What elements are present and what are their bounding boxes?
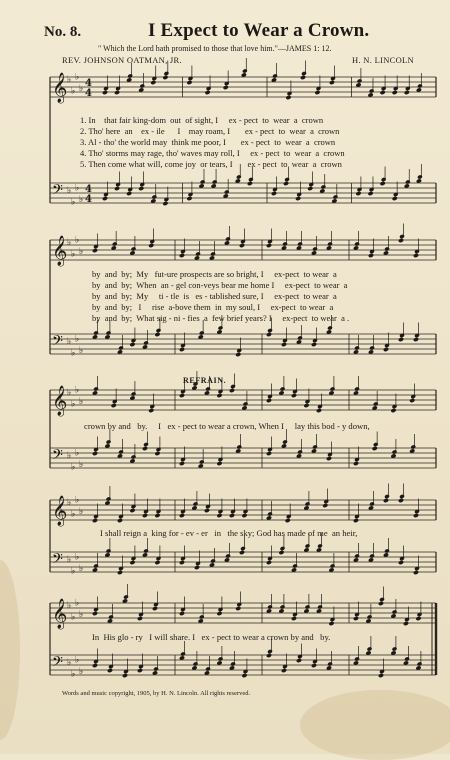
note-head xyxy=(162,75,168,80)
note-head xyxy=(195,251,201,256)
note-head xyxy=(266,398,272,403)
note-head xyxy=(216,513,222,518)
refrain-line: In His glo - ry I will share. I ex - pect to wear a crown by and by. xyxy=(92,632,331,642)
note-head xyxy=(210,251,216,256)
note-head xyxy=(240,546,246,551)
note-head xyxy=(280,386,286,391)
note-head xyxy=(148,243,154,248)
flat-sign: ♭ xyxy=(67,451,72,461)
flat-sign: ♭ xyxy=(67,658,72,668)
flat-sign: ♭ xyxy=(75,495,80,506)
note-head xyxy=(143,548,149,553)
note-head xyxy=(93,386,99,391)
time-signature: 4 xyxy=(85,88,92,99)
note-head xyxy=(327,325,333,330)
note-head xyxy=(410,444,416,449)
note-head xyxy=(137,668,143,673)
note-head xyxy=(154,332,160,337)
verse-line: by and by; My ti - tle is es - tablished sure, I ex-pect to wear a xyxy=(92,291,337,301)
note-head xyxy=(357,78,363,83)
note-head xyxy=(92,518,98,523)
note-head xyxy=(380,181,386,186)
note-head xyxy=(131,454,137,459)
note-head xyxy=(137,616,143,621)
note-head xyxy=(199,459,205,464)
note-head xyxy=(112,241,118,246)
note-head xyxy=(367,191,373,196)
flat-sign: ♭ xyxy=(71,462,76,473)
verse-line: by and by; I rise a-bove them in my soul, I ex-pect to wear a xyxy=(92,302,334,312)
note-head xyxy=(415,616,421,621)
note-head xyxy=(102,90,108,95)
note-head xyxy=(138,186,144,191)
note-head xyxy=(373,401,379,406)
note-head xyxy=(384,246,390,251)
note-head xyxy=(353,518,359,523)
note-head xyxy=(282,439,288,444)
note-head xyxy=(248,177,254,182)
note-head xyxy=(379,597,385,602)
note-head xyxy=(92,451,98,456)
note-head xyxy=(301,71,307,76)
note-head xyxy=(241,513,247,518)
note-head xyxy=(230,384,236,389)
note-head xyxy=(179,393,185,398)
note-head xyxy=(281,342,287,347)
flat-sign: ♭ xyxy=(67,75,72,85)
note-head xyxy=(330,563,336,568)
note-head xyxy=(239,550,245,555)
time-signature: 4 xyxy=(85,194,92,205)
flat-sign: ♭ xyxy=(75,183,80,194)
note-head xyxy=(354,656,360,661)
note-head xyxy=(186,196,192,201)
note-head xyxy=(390,408,396,413)
note-head xyxy=(210,558,216,563)
note-head xyxy=(285,95,291,100)
note-head xyxy=(148,408,154,413)
note-head xyxy=(381,177,387,182)
verse-line: by and by; My fut-ure prospects are so bright, I ex-pect to wear a xyxy=(92,269,337,279)
note-head xyxy=(322,503,328,508)
flat-sign: ♭ xyxy=(79,346,84,356)
note-head xyxy=(102,196,108,201)
note-head xyxy=(327,661,333,666)
note-head xyxy=(305,543,311,548)
note-head xyxy=(266,243,272,248)
note-head xyxy=(218,656,224,661)
note-head xyxy=(312,444,318,449)
note-head xyxy=(297,241,303,246)
note-head xyxy=(194,565,200,570)
note-head xyxy=(409,398,415,403)
note-head xyxy=(327,241,333,246)
note-head xyxy=(123,594,129,599)
note-head xyxy=(326,456,332,461)
note-head xyxy=(373,442,379,447)
note-head xyxy=(118,345,124,350)
treble-clef: 𝄞 xyxy=(52,599,68,629)
flat-sign: ♭ xyxy=(79,610,84,620)
note-head xyxy=(242,68,248,73)
note-head xyxy=(404,90,410,95)
refrain-line: I shall reign a king for - ev - er in the sky; God has made of me an heir, xyxy=(100,528,358,538)
note-head xyxy=(230,661,236,666)
note-head xyxy=(369,88,375,93)
flat-sign: ♭ xyxy=(71,509,76,520)
note-head xyxy=(417,661,423,666)
note-head xyxy=(235,352,241,357)
note-head xyxy=(205,666,211,671)
note-head xyxy=(305,501,311,506)
note-head xyxy=(367,646,373,651)
note-head xyxy=(378,601,384,606)
copyright-notice: Words and music copyright, 1905, by H. N. Lincoln. All rights reserved. xyxy=(62,690,251,697)
note-head xyxy=(179,611,185,616)
verse-line: 2. Tho' here an ex - ile I may roam, I ex - pect to wear a crown xyxy=(80,126,340,136)
flat-sign: ♭ xyxy=(71,348,76,359)
flat-sign: ♭ xyxy=(71,249,76,260)
note-head xyxy=(247,181,253,186)
note-head xyxy=(383,347,389,352)
note-head xyxy=(129,342,135,347)
note-head xyxy=(372,446,378,451)
note-head xyxy=(316,408,322,413)
verse-line: by and by; What sig - ni - fies a few brief years? I ex-pect to wear a . xyxy=(92,313,350,323)
flat-sign: ♭ xyxy=(75,552,80,563)
note-head xyxy=(179,461,185,466)
bass-clef: 𝄢 xyxy=(52,182,63,202)
note-head xyxy=(317,604,323,609)
note-head xyxy=(114,186,120,191)
note-head xyxy=(236,174,242,179)
flat-sign: ♭ xyxy=(79,247,84,257)
note-head xyxy=(204,508,210,513)
note-head xyxy=(92,248,98,253)
note-head xyxy=(297,449,303,454)
note-head xyxy=(131,391,137,396)
note-head xyxy=(312,246,318,251)
note-head xyxy=(291,616,297,621)
note-head xyxy=(285,518,291,523)
note-head xyxy=(413,513,419,518)
note-head xyxy=(305,604,311,609)
note-head xyxy=(283,181,289,186)
note-head xyxy=(139,83,145,88)
note-head xyxy=(368,253,374,258)
note-head xyxy=(106,439,112,444)
treble-clef: 𝄞 xyxy=(52,73,68,103)
flat-sign: ♭ xyxy=(67,498,72,508)
note-head xyxy=(280,546,286,551)
note-head xyxy=(354,386,360,391)
note-head xyxy=(392,646,398,651)
note-head xyxy=(93,563,99,568)
flat-sign: ♭ xyxy=(75,72,80,83)
note-head xyxy=(236,444,242,449)
verse-line: 4. Tho' storms may rage, tho' waves may roll, I ex - pect to wear a crown xyxy=(80,148,345,158)
flat-sign: ♭ xyxy=(79,84,84,94)
note-head xyxy=(151,194,157,199)
note-head xyxy=(329,80,335,85)
note-head xyxy=(296,658,302,663)
note-head xyxy=(392,449,398,454)
note-head xyxy=(384,548,390,553)
bass-clef: 𝄢 xyxy=(52,447,63,467)
note-head xyxy=(282,241,288,246)
note-head xyxy=(212,179,218,184)
note-head xyxy=(311,663,317,668)
flat-sign: ♭ xyxy=(71,399,76,410)
note-head xyxy=(223,85,229,90)
flat-sign: ♭ xyxy=(79,460,84,470)
note-head xyxy=(300,75,306,80)
note-head xyxy=(199,330,205,335)
note-head xyxy=(405,179,411,184)
note-head xyxy=(199,614,205,619)
note-head xyxy=(154,451,160,456)
note-head xyxy=(106,496,112,501)
note-head xyxy=(122,673,128,678)
note-head xyxy=(354,553,360,558)
note-head xyxy=(164,71,170,76)
note-head xyxy=(398,337,404,342)
note-head xyxy=(92,611,98,616)
bass-clef: 𝄢 xyxy=(52,551,63,571)
flat-sign: ♭ xyxy=(67,388,72,398)
note-head xyxy=(367,614,373,619)
flat-sign: ♭ xyxy=(67,601,72,611)
flat-sign: ♭ xyxy=(67,186,72,196)
note-head xyxy=(126,191,132,196)
flat-sign: ♭ xyxy=(71,566,76,577)
note-head xyxy=(179,560,185,565)
note-head xyxy=(150,80,156,85)
flat-sign: ♭ xyxy=(71,86,76,97)
note-head xyxy=(117,570,123,575)
note-head xyxy=(267,649,273,654)
note-head xyxy=(216,461,222,466)
note-head xyxy=(267,511,273,516)
bass-clef: 𝄢 xyxy=(52,333,63,353)
flat-sign: ♭ xyxy=(67,238,72,248)
lyricist-credit: REV. JOHNSON OATMAN, JR. xyxy=(62,55,182,65)
note-head xyxy=(224,189,230,194)
note-head xyxy=(114,90,120,95)
verse-line: 5. Then come what will, come joy or tears, I ex - pect to wear a crown xyxy=(80,159,342,169)
note-head xyxy=(179,513,185,518)
flat-sign: ♭ xyxy=(67,555,72,565)
flat-sign: ♭ xyxy=(67,337,72,347)
note-head xyxy=(229,513,235,518)
flat-sign: ♭ xyxy=(71,612,76,623)
flat-sign: ♭ xyxy=(79,564,84,574)
note-head xyxy=(271,191,277,196)
note-head xyxy=(239,243,245,248)
note-head xyxy=(307,186,313,191)
flat-sign: ♭ xyxy=(79,667,84,677)
note-head xyxy=(205,386,211,391)
note-head xyxy=(353,461,359,466)
note-head xyxy=(106,330,112,335)
treble-clef: 𝄞 xyxy=(52,386,68,416)
note-head xyxy=(314,90,320,95)
note-head xyxy=(399,494,405,499)
note-head xyxy=(129,508,135,513)
note-head xyxy=(111,403,117,408)
note-head xyxy=(399,234,405,239)
flat-sign: ♭ xyxy=(71,197,76,208)
flat-sign: ♭ xyxy=(79,397,84,407)
time-signature: 4 xyxy=(85,78,92,89)
note-head xyxy=(392,609,398,614)
note-head xyxy=(225,553,231,558)
bass-clef: 𝄢 xyxy=(52,654,63,674)
note-head xyxy=(117,518,123,523)
note-head xyxy=(292,563,298,568)
note-head xyxy=(156,328,162,333)
note-head xyxy=(179,253,185,258)
note-head xyxy=(333,194,339,199)
note-head xyxy=(392,196,398,201)
note-head xyxy=(328,621,334,626)
note-head xyxy=(317,543,323,548)
note-head xyxy=(266,451,272,456)
note-head xyxy=(369,553,375,558)
note-head xyxy=(417,174,423,179)
note-head xyxy=(403,621,409,626)
verse-line: by and by; When an - gel con-veys bear me home I ex-pect to wear a xyxy=(92,280,348,290)
note-head xyxy=(413,253,419,258)
flat-sign: ♭ xyxy=(75,598,80,609)
note-head xyxy=(369,501,375,506)
note-head xyxy=(272,73,278,78)
note-head xyxy=(152,606,158,611)
flat-sign: ♭ xyxy=(75,448,80,459)
note-head xyxy=(205,90,211,95)
note-head xyxy=(413,337,419,342)
note-head xyxy=(291,393,297,398)
verse-line: 1. In that fair king-dom out of sight, I ex - pect to wear a crown xyxy=(80,115,324,125)
note-head xyxy=(413,570,419,575)
note-head xyxy=(303,403,309,408)
note-head xyxy=(398,560,404,565)
flat-sign: ♭ xyxy=(71,669,76,680)
note-head xyxy=(320,184,326,189)
note-head xyxy=(281,668,287,673)
note-head xyxy=(154,560,160,565)
note-head xyxy=(216,611,222,616)
flat-sign: ♭ xyxy=(75,655,80,666)
hymn-title: I Expect to Wear a Crown. xyxy=(148,20,370,41)
note-head xyxy=(225,236,231,241)
treble-clef: 𝄞 xyxy=(52,236,68,266)
note-head xyxy=(278,550,284,555)
note-head xyxy=(143,340,149,345)
note-head xyxy=(398,238,404,243)
note-head xyxy=(297,335,303,340)
note-head xyxy=(284,177,290,182)
note-head xyxy=(92,663,98,668)
note-head xyxy=(107,668,113,673)
note-head xyxy=(266,332,272,337)
note-head xyxy=(280,604,286,609)
note-head xyxy=(127,73,133,78)
note-head xyxy=(383,498,389,503)
verse-line: 3. Al - tho' the world may think me poor, I ex - pect to wear a crown xyxy=(80,137,336,147)
flat-sign: ♭ xyxy=(79,507,84,517)
refrain-label: REFRAIN. xyxy=(183,376,227,385)
scripture-epigraph: " Which the Lord hath promised to those that love him."—JAMES 1: 12. xyxy=(98,44,332,53)
note-head xyxy=(235,606,241,611)
note-head xyxy=(243,401,249,406)
note-head xyxy=(295,196,301,201)
note-head xyxy=(154,513,160,518)
note-head xyxy=(392,90,398,95)
note-head xyxy=(354,345,360,350)
note-head xyxy=(93,330,99,335)
note-head xyxy=(153,666,159,671)
note-head xyxy=(180,651,186,656)
note-head xyxy=(179,347,185,352)
note-head xyxy=(108,614,114,619)
note-head xyxy=(142,513,148,518)
note-head xyxy=(384,494,390,499)
note-head xyxy=(267,604,273,609)
note-head xyxy=(417,83,423,88)
note-head xyxy=(330,386,336,391)
note-head xyxy=(266,560,272,565)
note-head xyxy=(398,498,404,503)
note-head xyxy=(142,446,148,451)
flat-sign: ♭ xyxy=(79,195,84,205)
note-head xyxy=(162,201,168,206)
note-head xyxy=(186,80,192,85)
treble-clef: 𝄞 xyxy=(52,496,68,526)
note-head xyxy=(129,560,135,565)
note-head xyxy=(311,342,317,347)
note-head xyxy=(200,179,206,184)
note-head xyxy=(193,661,199,666)
note-head xyxy=(378,673,384,678)
note-head xyxy=(229,388,235,393)
note-head xyxy=(267,328,273,333)
note-head xyxy=(380,90,386,95)
note-head xyxy=(218,325,224,330)
note-head xyxy=(193,501,199,506)
flat-sign: ♭ xyxy=(75,235,80,246)
composer-credit: H. N. LINCOLN xyxy=(352,55,414,65)
time-signature: 4 xyxy=(85,184,92,195)
refrain-line: crown by and by. I ex - pect to wear a crown, When I lay this bod - y down, xyxy=(84,421,370,431)
note-head xyxy=(369,345,375,350)
note-head xyxy=(241,673,247,678)
flat-sign: ♭ xyxy=(75,334,80,345)
note-head xyxy=(266,653,272,658)
note-head xyxy=(216,393,222,398)
note-head xyxy=(354,241,360,246)
note-head xyxy=(106,548,112,553)
note-head xyxy=(355,191,361,196)
flat-sign: ♭ xyxy=(75,385,80,396)
hymn-number: No. 8. xyxy=(44,24,82,40)
note-head xyxy=(404,656,410,661)
note-head xyxy=(131,246,137,251)
note-head xyxy=(353,616,359,621)
note-head xyxy=(118,449,124,454)
note-head xyxy=(143,442,149,447)
